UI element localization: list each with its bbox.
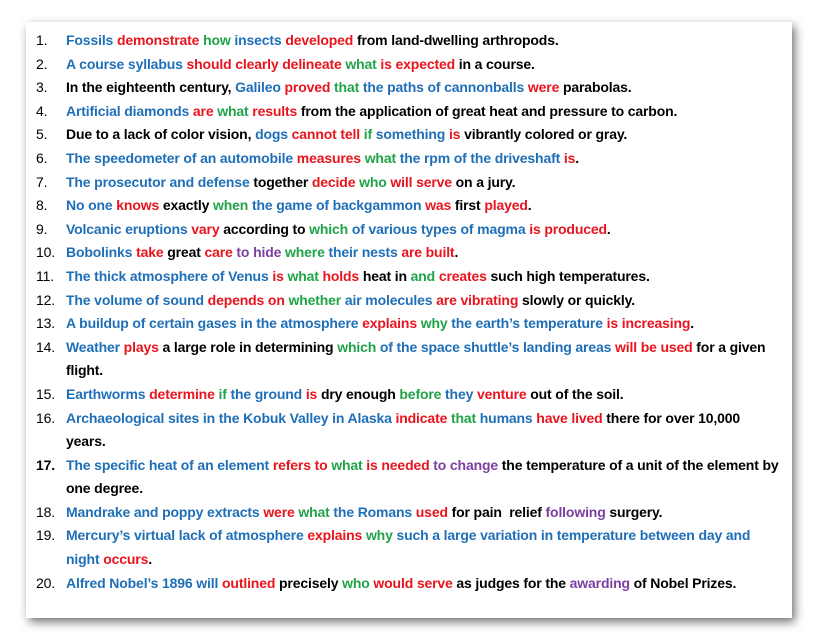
sentence-segment: explains: [307, 527, 366, 544]
sentence-segment: surgery.: [609, 503, 663, 520]
sentence-segment: Mercury’s virtual lack of atmosphere: [66, 527, 308, 544]
sentence-segment: occurs: [103, 551, 149, 568]
sentence-segment: demonstrate: [116, 32, 204, 48]
sentence-segment: what: [364, 149, 400, 166]
sentence-segment: would serve: [373, 574, 457, 591]
sentence-segment: Weather: [66, 338, 124, 355]
sentence-text: [66, 76, 782, 100]
sentence-segment: their nests: [328, 244, 402, 261]
sentence-segment: indicate: [395, 409, 451, 426]
list-item: [36, 501, 782, 525]
list-item: [36, 383, 782, 407]
numbered-sentence-list: [36, 29, 782, 595]
sentence-segment: awarding: [569, 574, 634, 591]
item-number: 18.: [36, 503, 56, 520]
sentence-text: [66, 171, 782, 195]
sentence-segment: explains: [362, 315, 421, 332]
sentence-segment: what: [217, 102, 253, 119]
sentence-segment: the ground: [230, 385, 306, 402]
item-number: 4.: [36, 102, 48, 119]
sentence-segment: something: [375, 126, 449, 143]
item-number: 20.: [36, 574, 56, 591]
sentence-segment: proved: [284, 79, 335, 96]
sentence-text: [66, 100, 782, 124]
sentence-list-panel: [26, 22, 792, 618]
sentence-segment: how: [203, 32, 235, 48]
sentence-segment: The speedometer of an automobile: [66, 149, 297, 166]
sentence-segment: are built: [401, 244, 455, 261]
item-number: 14.: [36, 338, 56, 355]
sentence-segment: exactly: [162, 197, 214, 214]
sentence-segment: out of the soil.: [530, 385, 624, 402]
sentence-segment: used: [415, 503, 452, 520]
sentence-segment: first: [454, 197, 485, 214]
list-item: [36, 454, 782, 501]
sentence-segment: that: [334, 79, 363, 96]
sentence-segment: The thick atmosphere of Venus: [66, 267, 273, 284]
sentence-segment: holds: [322, 267, 363, 284]
sentence-segment: refers to: [272, 456, 332, 473]
sentence-segment: Volcanic eruptions: [66, 220, 192, 237]
sentence-segment: .: [148, 551, 152, 568]
sentence-segment: as judges for the: [456, 574, 570, 591]
sentence-segment: vibrantly colored or gray.: [464, 126, 628, 143]
sentence-text: [66, 147, 782, 171]
sentence-segment: The volume of sound: [66, 291, 208, 308]
sentence-text: [66, 53, 782, 77]
list-item: [36, 289, 782, 313]
sentence-segment: and: [410, 267, 439, 284]
sentence-segment: will serve: [390, 173, 456, 190]
sentence-segment: creates: [438, 267, 491, 284]
sentence-text: [66, 194, 782, 218]
list-item: [36, 76, 782, 100]
item-number: 15.: [36, 385, 56, 402]
sentence-segment: are: [192, 102, 218, 119]
sentence-text: [66, 29, 782, 53]
sentence-text: [66, 123, 782, 147]
sentence-segment: which: [309, 220, 352, 237]
list-item: [36, 123, 782, 147]
sentence-segment: .: [575, 149, 579, 166]
sentence-segment: outlined: [222, 574, 279, 591]
sentence-segment: the temperature of a unit of the element by one degree.: [66, 456, 783, 497]
list-item: [36, 100, 782, 124]
sentence-segment: was: [425, 197, 455, 214]
sentence-segment: No one: [66, 197, 117, 214]
sentence-segment: that: [450, 409, 480, 426]
sentence-segment: are vibrating: [436, 291, 522, 308]
sentence-segment: plays: [123, 338, 163, 355]
sentence-segment: .: [690, 315, 695, 332]
sentence-segment: why: [365, 527, 397, 544]
sentence-segment: A course syllabus: [66, 55, 187, 72]
sentence-segment: the earth’s temperature: [451, 315, 607, 332]
sentence-segment: Archaeological sites in the Kobuk Valley in Alaska: [66, 409, 396, 426]
sentence-segment: dogs: [255, 126, 292, 143]
sentence-segment: is: [563, 149, 576, 166]
sentence-segment: together: [253, 173, 312, 190]
item-number: 16.: [36, 409, 56, 426]
list-item: [36, 336, 782, 383]
sentence-segment: Galileo: [235, 79, 285, 96]
sentence-segment: results: [252, 102, 301, 119]
sentence-segment: when: [213, 197, 252, 214]
sentence-segment: such high temperatures.: [490, 267, 650, 284]
sentence-segment: for a given flight.: [66, 338, 770, 379]
list-item: [36, 312, 782, 336]
sentence-segment: is expected: [380, 55, 459, 72]
sentence-segment: who: [359, 173, 391, 190]
item-number: 13.: [36, 315, 56, 332]
list-item: [36, 29, 782, 53]
sentence-segment: the Romans: [333, 503, 416, 520]
item-number: 11.: [36, 267, 54, 284]
sentence-segment: to change: [433, 456, 502, 473]
sentence-segment: according to: [223, 220, 310, 237]
sentence-segment: humans: [479, 409, 537, 426]
sentence-segment: what: [298, 503, 334, 520]
sentence-segment: air molecules: [344, 291, 437, 308]
item-number: 5.: [36, 126, 48, 143]
sentence-segment: such a large variation in temperature between day and night: [66, 527, 755, 568]
sentence-segment: Bobolinks: [66, 244, 137, 261]
sentence-segment: decide: [311, 173, 360, 190]
sentence-segment: precisely: [279, 574, 343, 591]
list-item: [36, 171, 782, 195]
sentence-segment: on a jury.: [455, 173, 516, 190]
sentence-segment: Fossils: [66, 32, 117, 48]
sentence-segment: A buildup of certain gases in the atmosphere: [66, 315, 363, 332]
item-number: 8.: [36, 197, 48, 214]
sentence-segment: determine: [149, 385, 219, 402]
sentence-text: [66, 407, 782, 454]
sentence-segment: Earthworms: [66, 385, 150, 402]
sentence-text: [66, 572, 782, 596]
sentence-text: [66, 336, 782, 383]
sentence-segment: they: [445, 385, 477, 402]
sentence-segment: is increasing: [606, 315, 691, 332]
sentence-segment: Alfred Nobel’s 1896 will: [66, 574, 223, 591]
item-number: 7.: [36, 173, 48, 190]
sentence-segment: in a course.: [458, 55, 535, 72]
sentence-segment: who: [342, 574, 374, 591]
sentence-segment: knows: [116, 197, 163, 214]
sentence-segment: if: [363, 126, 376, 143]
item-number: 19.: [36, 527, 56, 544]
sentence-segment: venture: [476, 385, 531, 402]
sentence-segment: played: [484, 197, 528, 214]
list-item: [36, 241, 782, 265]
sentence-segment: .: [606, 220, 611, 237]
list-item: [36, 53, 782, 77]
sentence-segment: to hide: [236, 244, 285, 261]
list-item: [36, 572, 782, 596]
sentence-segment: what: [287, 267, 323, 284]
sentence-segment: the rpm of the driveshaft: [399, 149, 564, 166]
sentence-segment: dry enough: [320, 385, 400, 402]
sentence-segment: of the space shuttle’s landing areas: [379, 338, 615, 355]
sentence-segment: care: [204, 244, 237, 261]
sentence-segment: of Nobel Prizes.: [633, 574, 737, 591]
item-number: 9.: [36, 220, 48, 237]
sentence-segment: why: [420, 315, 452, 332]
sentence-segment: from the application of great heat and pressure to carbon.: [300, 102, 678, 119]
sentence-segment: is needed: [366, 456, 434, 473]
sentence-segment: have lived: [536, 409, 607, 426]
sentence-segment: whether: [288, 291, 345, 308]
sentence-segment: of various types of magma: [351, 220, 530, 237]
sentence-segment: developed: [285, 32, 357, 48]
sentence-text: [66, 289, 782, 313]
sentence-segment: cannot tell: [291, 126, 364, 143]
sentence-segment: should clearly delineate: [186, 55, 346, 72]
sentence-segment: there for over 10,000 years.: [66, 409, 744, 450]
sentence-segment: were: [527, 79, 563, 96]
list-item: [36, 147, 782, 171]
sentence-segment: vary: [191, 220, 224, 237]
sentence-segment: the game of backgammon: [251, 197, 426, 214]
list-item: [36, 524, 782, 571]
sentence-segment: what: [345, 55, 381, 72]
sentence-segment: before: [399, 385, 446, 402]
sentence-segment: Artificial diamonds: [66, 102, 193, 119]
sentence-text: [66, 454, 782, 501]
sentence-segment: from land-dwelling arthropods.: [356, 32, 559, 48]
item-number: 6.: [36, 149, 48, 166]
sentence-segment: Due to a lack of color vision,: [66, 126, 256, 143]
sentence-text: [66, 312, 782, 336]
sentence-segment: Mandrake and poppy extracts: [66, 503, 264, 520]
sentence-segment: great: [167, 244, 205, 261]
list-item: [36, 407, 782, 454]
sentence-segment: is: [272, 267, 288, 284]
sentence-segment: will be used: [615, 338, 697, 355]
sentence-segment: following: [545, 503, 610, 520]
item-number: 2.: [36, 55, 48, 72]
sentence-segment: depends on: [207, 291, 289, 308]
sentence-segment: parabolas.: [562, 79, 632, 96]
item-number: 10.: [36, 244, 56, 261]
item-number: 3.: [36, 79, 48, 96]
sentence-segment: measures: [296, 149, 365, 166]
sentence-segment: where: [285, 244, 329, 261]
sentence-segment: were: [263, 503, 299, 520]
sentence-segment: In the eighteenth century,: [66, 79, 236, 96]
sentence-segment: take: [136, 244, 168, 261]
sentence-segment: the paths of cannonballs: [362, 79, 528, 96]
sentence-text: [66, 524, 782, 571]
sentence-segment: if: [218, 385, 231, 402]
sentence-segment: is: [448, 126, 465, 143]
sentence-segment: .: [454, 244, 459, 261]
sentence-segment: what: [331, 456, 367, 473]
sentence-segment: is: [305, 385, 321, 402]
item-number: 12.: [36, 291, 56, 308]
sentence-segment: is produced: [529, 220, 607, 237]
list-item: [36, 265, 782, 289]
sentence-segment: for pain relief: [451, 503, 546, 520]
sentence-text: [66, 218, 782, 242]
item-number: 1.: [36, 32, 48, 48]
sentence-text: [66, 501, 782, 525]
item-number: 17.: [36, 456, 56, 473]
sentence-segment: insects: [234, 32, 286, 48]
sentence-segment: heat in: [362, 267, 411, 284]
sentence-segment: The prosecutor and defense: [66, 173, 254, 190]
sentence-segment: .: [527, 197, 532, 214]
list-item: [36, 194, 782, 218]
sentence-segment: a large role in determining: [162, 338, 338, 355]
sentence-segment: The specific heat of an element: [66, 456, 273, 473]
sentence-text: [66, 241, 782, 265]
sentence-text: [66, 383, 782, 407]
sentence-segment: which: [337, 338, 380, 355]
sentence-text: [66, 265, 782, 289]
list-item: [36, 218, 782, 242]
sentence-segment: slowly or quickly.: [521, 291, 635, 308]
